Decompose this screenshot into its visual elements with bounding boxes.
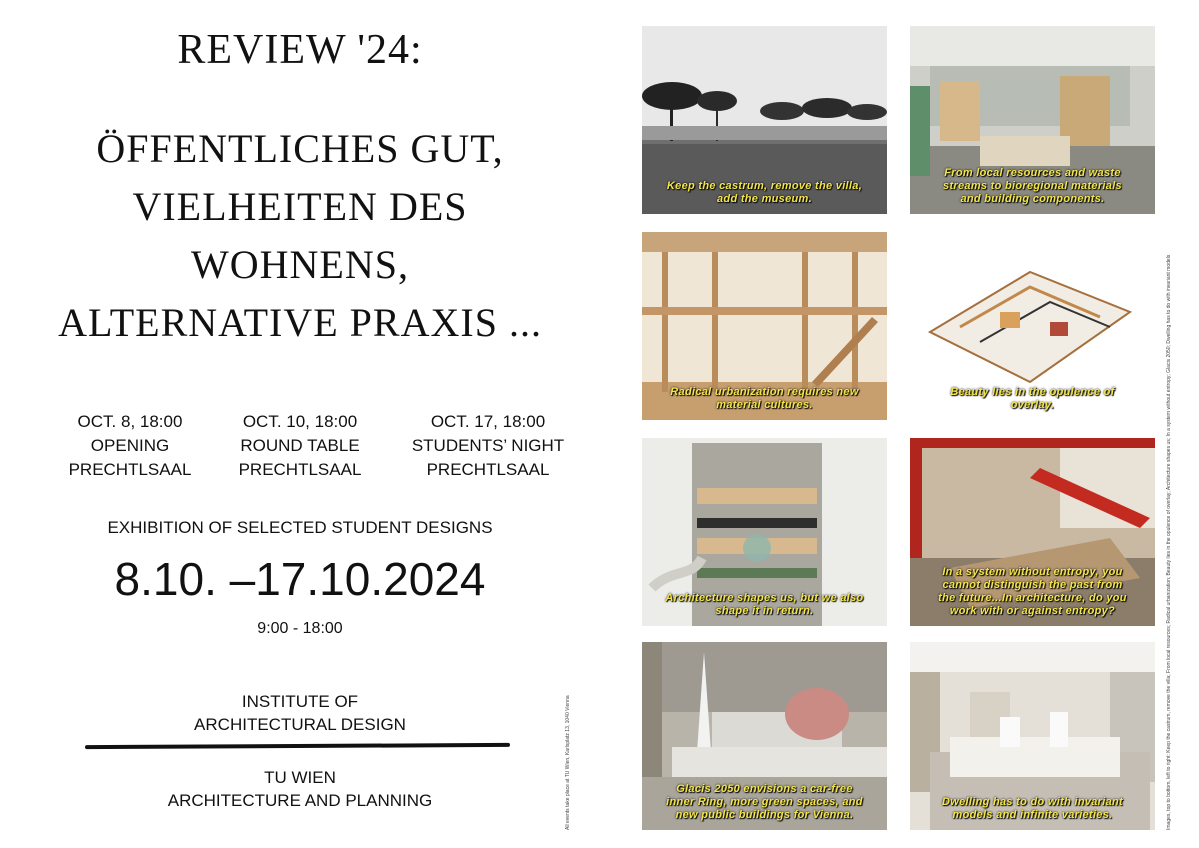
- photo-caption: [914, 566, 1151, 618]
- institute-line: ARCHITECTURAL DESIGN: [194, 715, 406, 734]
- poster-subtitle: [0, 120, 600, 352]
- caption-line: material cultures.: [716, 399, 813, 411]
- photo-axonometric: [910, 232, 1155, 420]
- event-name: ROUND TABLE: [240, 436, 360, 455]
- caption-line: Glacis 2050 envisions a car-free: [676, 783, 853, 795]
- event-date: OCT. 10, 18:00: [242, 412, 358, 431]
- subtitle-line: ÖFFENTLICHES GUT,: [96, 126, 504, 171]
- event-place: PRECHTLSAAL: [426, 460, 550, 479]
- caption-line: models and infinite varieties.: [952, 809, 1113, 821]
- photo-caption: [646, 180, 883, 206]
- caption-line: In a system without entropy, you: [942, 566, 1123, 578]
- institute-line: INSTITUTE OF: [241, 692, 359, 711]
- event-round-table: [200, 410, 400, 482]
- caption-line: inner Ring, more green spaces, and: [666, 796, 863, 808]
- opening-hours: 9:00 - 18:00: [257, 620, 343, 637]
- caption-line: new public buildings for Vienna.: [675, 809, 854, 821]
- photo-exhibition-room: [910, 642, 1155, 830]
- subtitle-line: ALTERNATIVE PRAXIS ...: [58, 300, 542, 345]
- photo-tower-model: [642, 438, 887, 626]
- exhibition-label: EXHIBITION OF SELECTED STUDENT DESIGNS: [107, 518, 493, 537]
- brush-divider: [85, 743, 510, 749]
- event-date: OCT. 17, 18:00: [430, 412, 546, 431]
- vertical-note-left: All events take place at TU Wien, Karlsplatz 13, 1040 Vienna: [565, 695, 571, 830]
- event-date: OCT. 8, 18:00: [77, 412, 183, 431]
- caption-line: add the museum.: [717, 193, 812, 205]
- subtitle-line: VIELHEITEN DES: [132, 184, 468, 229]
- institute-name: [0, 690, 600, 736]
- photo-caption: [914, 386, 1151, 412]
- caption-line: Architecture shapes us, but we also: [665, 592, 864, 604]
- caption-line: Radical urbanization requires new: [670, 386, 859, 398]
- caption-line: the future...In architecture, do you: [938, 592, 1127, 604]
- photo-caption: [646, 592, 883, 618]
- photo-ruin-interior: [910, 438, 1155, 626]
- event-name: OPENING: [90, 436, 170, 455]
- caption-line: cannot distinguish the past from: [942, 579, 1123, 591]
- event-name: STUDENTS’ NIGHT: [411, 436, 565, 455]
- caption-line: Keep the castrum, remove the villa,: [666, 180, 863, 192]
- university-name: [0, 766, 600, 812]
- event-place: PRECHTLSAAL: [238, 460, 362, 479]
- caption-line: shape it in return.: [715, 605, 814, 617]
- caption-line: Dwelling has to do with invariant: [941, 796, 1124, 808]
- caption-line: From local resources and waste: [944, 167, 1121, 179]
- photo-castrum: [642, 26, 887, 214]
- caption-line: and building components.: [960, 193, 1105, 205]
- photo-caption: [914, 796, 1151, 822]
- photo-caption: [914, 167, 1151, 206]
- photo-caption: [646, 783, 883, 822]
- university-line: ARCHITECTURE AND PLANNING: [167, 791, 433, 810]
- event-students-night: [388, 410, 588, 482]
- photo-workshop: [910, 26, 1155, 214]
- caption-line: overlay.: [1010, 399, 1055, 411]
- event-place: PRECHTLSAAL: [68, 460, 192, 479]
- caption-line: Beauty lies in the opulence of: [950, 386, 1115, 398]
- photo-glacis-model: [642, 642, 887, 830]
- subtitle-line: WOHNENS,: [191, 242, 409, 287]
- date-range: 8.10. –17.10.2024: [114, 553, 486, 605]
- photo-wooden-model: [642, 232, 887, 420]
- caption-line: streams to bioregional materials: [943, 180, 1122, 192]
- poster-title: REVIEW '24:: [177, 27, 423, 73]
- photo-caption: [646, 386, 883, 412]
- university-line: TU WIEN: [264, 768, 336, 787]
- caption-line: work with or against entropy?: [949, 605, 1116, 617]
- vertical-credits-right: Images, top to bottom, left to right: Keep the castrum, remove the villa; From local resources; Radical urbanization; Beauty lies in the opulence of overlay; Architecture shapes us; In a system without entropy; Glacis 2050; Dwelling has to do with invariant models: [1166, 254, 1172, 830]
